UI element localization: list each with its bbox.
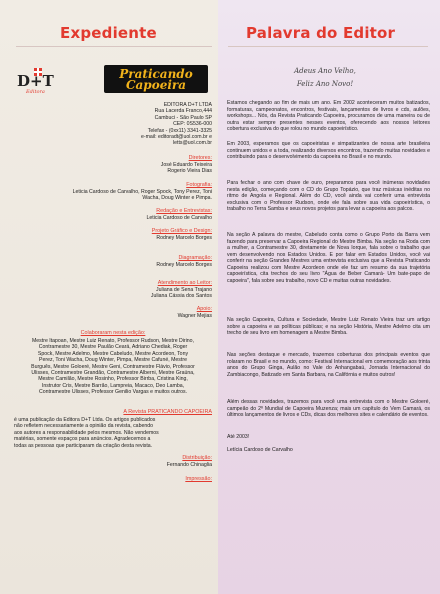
distribuicao-value: Fernando Chinaglia: [166, 462, 212, 468]
credit-line: Rodney Marcelo Borges: [156, 235, 212, 241]
section-title: Diretores:: [188, 155, 212, 161]
publisher-email1: e-mail: editoradt@uol.com.br e: [140, 134, 212, 141]
colab-line: Contramestre 30, Mestre Paulão Ceará, Adriano Chediak, Roger: [38, 344, 188, 351]
editor-paragraph: Nas seções destaque e mercado, trazemos coberturas dos principais eventos que rolaram no Brasil e no mundo, como: Festival Internacional em comemoração aos trinta anos do Grupo Ginga, Aulão no Vale do Anhangabaú, Jornada Internacional do Zambiacongo, Batizado em Santa Barbara, na Califórnia e muitos outros!: [227, 352, 430, 378]
colab-line: Mestre Camilão, Mestre Rosinho, Professor Birrba, Cristina King,: [38, 376, 188, 383]
section-title: Redação e Entrevistas:: [156, 208, 212, 214]
dt-logo-sub: Editora: [26, 89, 45, 95]
publisher-block: [100, 102, 212, 147]
section-lines: [60, 313, 212, 319]
revista-line: todas as pessoas que participaram da criação desta revista.: [14, 442, 153, 449]
publisher-email2: letts@uol.com.br: [173, 140, 212, 147]
distribuicao-title: Distribuição:: [182, 455, 212, 461]
editor-title: Palavra do Editor: [246, 24, 396, 42]
colab-line: Mestre Itapoan, Mestre Luiz Renato, Professor Rudson, Mestre Dirino,: [31, 338, 195, 344]
colab-title: Colaboraram nesta edição:: [80, 330, 146, 336]
expediente-title: Expediente: [60, 24, 157, 42]
section-title: Apoio:: [196, 306, 212, 312]
revista-line: não refletem necessariamente a opinião da revista, cabendo: [14, 423, 153, 430]
section-lines: [60, 262, 212, 268]
greeting-line2: Feliz Ano Novo!: [296, 80, 354, 88]
publisher-address2: Cambuci - São Paulo SP: [154, 114, 212, 121]
section-title: Fotografia:: [186, 182, 212, 188]
revista-lines: [14, 417, 212, 449]
greeting-line1: Adeus Ano Velho,: [294, 67, 356, 75]
credit-line: Rogerio Vieira Dias: [167, 168, 212, 175]
editor-paragraph: Em 2003, esperamos que os capoeiristas e simpatizantes de nossa arte brasileira continuem unidos e a toda, realizando diversos encontros, trazendo muitas novidades e contribuindo para o desenvolvimento da capoeira no Brasil e no mundo.: [227, 141, 430, 160]
credit-line: Wagner Mejias: [177, 313, 212, 319]
credit-line: José Eduardo Teixeira: [160, 162, 212, 168]
divider: [228, 46, 428, 47]
dt-logo-icon: [16, 68, 54, 95]
credit-line: Juliana de Sena Trajano: [156, 287, 212, 293]
credit-line: Leticia Cardoso de Carvalho: [146, 215, 212, 221]
section-title: Projeto Gráfico e Design:: [151, 228, 212, 234]
editor-paragraph: Estamos chegando ao fim de mais um ano. Em 2002 aconteceram muitos batizados, formaturas, campeonatos, encontros, festivais, lançamentos de livros e cds, aulões, workshops... Nós, da Revista Praticando Capoeira, procuramos de uma maneira ou de outra estar sempre presentes nesses eventos, oferecendo aos nossos leitores cobertura exclusiva do que rolou no mundo capoeirístico.: [227, 100, 430, 132]
divider: [16, 46, 212, 47]
praticando-capoeira-logo: [104, 65, 208, 93]
publisher-phone: Telefax - (0xx11) 3341-3325: [147, 127, 212, 134]
credit-line: Rodney Marcelo Borges: [156, 262, 212, 268]
publisher-name: EDITORA D+T LTDA: [163, 102, 212, 108]
editor-column: [218, 0, 440, 594]
section-lines: [70, 162, 212, 175]
section-lines: [60, 287, 212, 300]
revista-title: A Revista PRATICANDO CAPOEIRA: [123, 409, 212, 415]
credit-line: Leticia Cardoso de Carvalho, Roger Spock, Tony Perez, Toni: [72, 189, 212, 195]
section-title: Diagramação:: [178, 255, 212, 261]
editor-paragraph: Na seção Capoeira, Cultura e Sociedade, Mestre Luiz Renato Vieira traz um artigo sobre a capoeira e as políticas públicas; e na seção História, Mestre Adelmo cita um trecho de seu livro em homenagem a Mestre Bimba.: [227, 317, 430, 336]
colab-line: Spock, Mestre Adelmo, Mestre Cabeludo, Mestre Acordeon, Tony: [37, 350, 189, 357]
colab-line: Burguês, Mestre Goloeré, Mestre Geni, Contramestre Flávio, Professor: [31, 363, 195, 370]
impressao-title: Impressão:: [185, 476, 212, 482]
editor-sign-off: Até 2003!: [227, 434, 250, 440]
publisher-address1: Rua Lacerda Franco,444: [154, 108, 212, 115]
section-title: Atendimento ao Leitor:: [157, 280, 212, 286]
colab-lines: [12, 338, 214, 396]
revista-line: matérias, somente espaços para anúncios. Agradecemos a: [14, 436, 151, 443]
credit-line: Juliana Cássia dos Santos: [150, 293, 212, 300]
credit-line: Wacha, Doug Winter e Pimpa.: [142, 195, 212, 202]
colab-line: Instrutor Cris, Mestre Barrão, Lampreia, Macaco, Deo Lamba,: [41, 382, 185, 389]
publisher-cep: CEP: 0S536-000: [173, 121, 212, 128]
logo-line2: Capoeira: [125, 78, 186, 92]
logo-line1: Praticando: [119, 67, 193, 81]
editor-paragraph: Além dessas novidades, trazemos para você uma entrevista com o Mestre Goloeré, campeão do 2º Mundial de Capoeira Muzenza; mais um capítulo do Vem Camará, os últimos lançamentos de livros e CDs, dicas dos melhores sites e calendário de eventos.: [227, 399, 430, 418]
editor-signature: Letícia Cardoso de Carvalho: [227, 447, 293, 453]
revista-line: aos autores a responsabilidade pelos mesmos. Não vendemos: [14, 429, 159, 436]
colab-line: Ulisses, Contramestre Grandão, Contramestre Alberni, Mestre Graúna,: [31, 370, 195, 377]
colab-line: Perez, Toni Wacha, Doug Winter, Pimpa, Mestre Cafuné, Mestre: [39, 357, 187, 364]
revista-line: é uma publicação da Editora D+T Ltda. Os artigos publicados: [14, 417, 156, 423]
editor-paragraph: Para fechar o ano com chave de ouro, preparamos para você inúmeras novidades nesta edição, começando com o CD do Grupo Topázio, que traz músicas inéditas no ritmo de Angola e Regional. Além do CD, você ainda vai conferir uma entrevista exclusiva com o Professor Rudson, onde ele fala sobre sua vida capoeirística, o trabalho no Terra Samba e seus novos projetos para levar a capoeira aos palcos.: [227, 180, 430, 212]
section-lines: [14, 189, 212, 202]
dt-logo-mark: D+T: [17, 72, 54, 90]
section-lines: [60, 215, 212, 221]
editor-paragraph: Na seção A palavra do mestre, Cabeludo conta como o Grupo Porto da Barra vem fazendo para preservar a Capoeira Regional do Mestre Bimba. Na seção na Roda com a mulher, a Contramestre 30, diretamente de Nova Iorque, fala sobre o trabalho que vem desenvolvendo nos Estados Unidos. E por falar em Estados Unidos, você vai conferir na seção Grandes Mestres uma entrevista exclusiva que a Revista Praticando Capoeira realizou com Mestre Acordeon onde ele faz um resumo da sua trajetória capoeirística, cita trechos do seu livro "Água de Beber Camará- Um bate-papo de capoeira", fala sobre seu trabalho, novo CD e muitas outras novidades.: [227, 232, 430, 284]
colab-line: Contramestre Ulisses, Professor Genilio Vargas e muitos outros.: [38, 389, 188, 396]
section-lines: [60, 235, 212, 241]
